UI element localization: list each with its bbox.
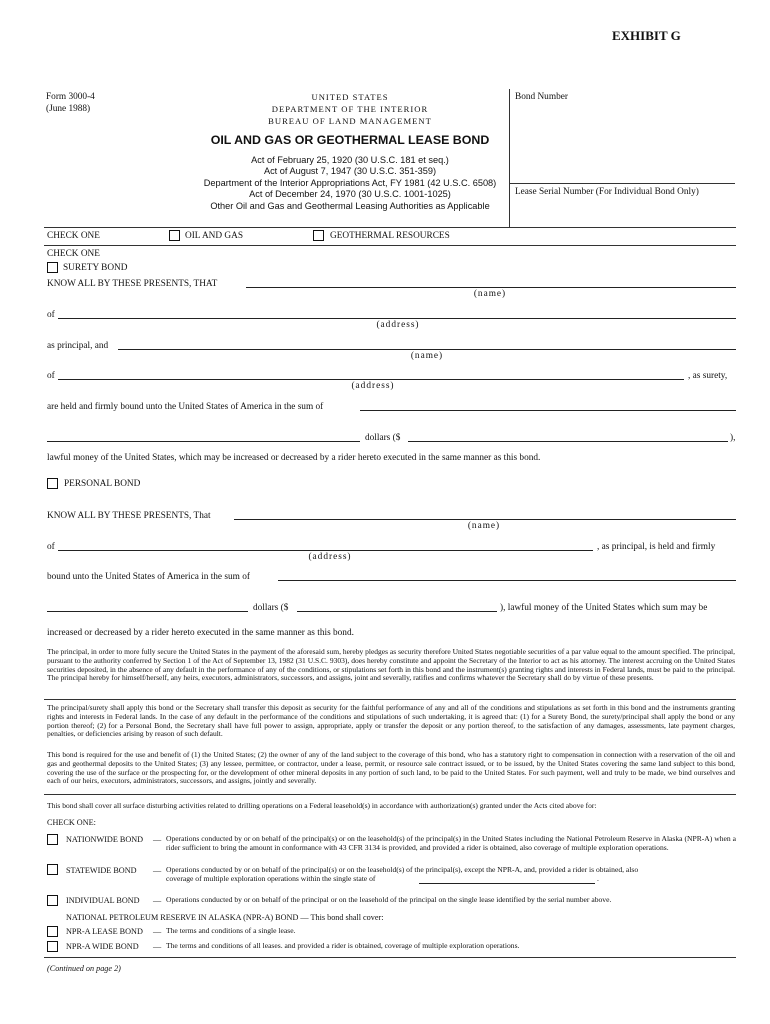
nationwide-bond-label: NATIONWIDE BOND: [66, 835, 144, 844]
oil-and-gas-label: OIL AND GAS: [185, 231, 244, 241]
npra-lease-dash: —: [153, 927, 162, 936]
agency-line-1: UNITED STATES: [311, 92, 389, 102]
surety-company-address-field[interactable]: [58, 379, 684, 380]
surety-address-caption: (address): [376, 320, 420, 330]
npra-lease-bond-checkbox[interactable]: [47, 926, 58, 937]
personal-sum-words-field[interactable]: [278, 580, 736, 581]
check-one-rule: [44, 245, 736, 246]
npra-wide-bond-label: NPR-A WIDE BOND: [66, 942, 139, 951]
personal-name-caption: (name): [467, 521, 501, 531]
surety-close-paren: ),: [730, 433, 736, 443]
personal-address-caption: (address): [308, 552, 352, 562]
individual-bond-label: INDIVIDUAL BOND: [66, 896, 140, 905]
statewide-bond-text-1: Operations conducted by or on behalf of the principal(s) or on the leasehold(s) of the principal(s), except the NPR-A, and, provided a rider is obtained, also: [166, 865, 639, 874]
lease-serial-label: Lease Serial Number (For Individual Bond Only): [515, 187, 699, 197]
individual-bond-text: Operations conducted by or on behalf of the principal or on the leasehold of the principal on the single lease identified by the serial number above.: [166, 895, 612, 904]
npra-lease-bond-label: NPR-A LEASE BOND: [66, 927, 143, 936]
check-one-label-3: CHECK ONE:: [47, 818, 96, 827]
nationwide-bond-text: Operations conducted by or on behalf of the principal(s) or on the leasehold(s) of the principal(s) in the United States including the National Petroleum Reserve in Alaska (NPR-A) when a rider sufficient to bring the amount in conformance with 43 CFR 3134 is provided, and provided a rider is obtained, also coverage of multiple exploration operations.: [166, 834, 736, 852]
individual-dash: —: [153, 896, 162, 905]
personal-lawful-money: ), lawful money of the United States which sum may be: [500, 603, 708, 613]
statewide-bond-text-2: coverage of multiple exploration operations within the single state of: [166, 874, 376, 883]
surety-dollars-label: dollars ($: [365, 433, 401, 443]
form-title: OIL AND GAS OR GEOTHERMAL LEASE BOND: [210, 133, 490, 147]
personal-sum-words-field-2[interactable]: [47, 611, 248, 612]
npra-heading: NATIONAL PETROLEUM RESERVE IN ALASKA (NPR-A) BOND — This bond shall cover:: [66, 913, 384, 922]
personal-know-all: KNOW ALL BY THESE PRESENTS, That: [47, 511, 211, 521]
surety-bond-label: SURETY BOND: [63, 263, 128, 273]
personal-increased: increased or decreased by a rider hereto executed in the same manner as this bond.: [47, 628, 354, 638]
personal-of-label: of: [47, 542, 55, 552]
personal-as-principal: , as principal, is held and firmly: [597, 542, 716, 552]
personal-dollars-label: dollars ($: [253, 603, 289, 613]
statewide-state-field[interactable]: [419, 883, 595, 884]
npra-wide-bond-checkbox[interactable]: [47, 941, 58, 952]
personal-address-field[interactable]: [58, 550, 593, 551]
header-bottom-rule: [44, 227, 736, 228]
surety-name-caption: (name): [473, 289, 507, 299]
surety-sum-words-field-2[interactable]: [47, 441, 360, 442]
use-benefit-paragraph: This bond is required for the use and benefit of (1) the United States; (2) the owner of any of the land subject to the coverage of this bond, who has a statutory right to compensation in connection with a reservation of the oil and gas and geothermal deposits to the United States; (3) any lessee, permittee, or contractor, under a lease, permit, or resource sale contract issued, or to be issued, by the United States covering the same land subject to this bond, covering the use of the surface or the prospecting for, or the development of other mineral deposits in any portion of such land, to be paid to the United States. For such payment, well and truly to be made, we bind ourselves and each of our heirs, executors, administrators, successors, and assigns, jointly and severally.: [47, 750, 735, 786]
surety-name-field[interactable]: [246, 287, 736, 288]
surety-of-label-2: of: [47, 371, 55, 381]
surety-of-label: of: [47, 310, 55, 320]
personal-bound-unto: bound unto the United States of America in the sum of: [47, 572, 250, 582]
surety-address-field[interactable]: [58, 318, 736, 319]
agency-line-3: BUREAU OF LAND MANAGEMENT: [268, 116, 432, 126]
geothermal-label: GEOTHERMAL RESOURCES: [330, 231, 450, 241]
bond-number-rule: [509, 183, 735, 184]
surety-know-all: KNOW ALL BY THESE PRESENTS, THAT: [47, 279, 218, 289]
form-date: (June 1988): [46, 104, 91, 114]
surety-company-name-field[interactable]: [118, 349, 736, 350]
bond-number-label: Bond Number: [515, 92, 568, 102]
personal-name-field[interactable]: [234, 519, 736, 520]
act-line: Act of December 24, 1970 (30 U.S.C. 1001-1025): [249, 189, 451, 200]
surety-bond-checkbox[interactable]: [47, 262, 58, 273]
geothermal-checkbox[interactable]: [313, 230, 324, 241]
statewide-dash: —: [153, 866, 162, 875]
personal-dollars-amount-field[interactable]: [297, 611, 497, 612]
check-one-label: CHECK ONE: [47, 231, 100, 241]
as-surety-label: , as surety,: [688, 371, 728, 381]
footer-rule: [44, 957, 736, 958]
agency-line-2: DEPARTMENT OF THE INTERIOR: [271, 104, 429, 114]
act-line: Act of August 7, 1947 (30 U.S.C. 351-359): [263, 166, 437, 177]
exhibit-label: EXHIBIT G: [612, 28, 681, 43]
statewide-period: .: [597, 874, 599, 883]
held-bound-label: are held and firmly bound unto the United States of America in the sum of: [47, 402, 324, 412]
surety-lawful-money: lawful money of the United States, which may be increased or decreased by a rider hereto executed in the same manner as this bond.: [47, 453, 541, 463]
surety-company-name-caption: (name): [410, 351, 444, 361]
surety-dollars-amount-field[interactable]: [408, 441, 728, 442]
default-paragraph: The principal/surety shall apply this bond or the Secretary shall transfer this deposit as security for the faithful performance of any and all of the conditions and stipulations as set forth in this bond and the instruments granting rights and interests in Federal lands. In the case of any default in the performance of the conditions and stipulations of such undertaking, it is agreed that: (1) for a Surety Bond, the surety/principal shall apply the bond or any portion thereof; (2) for a Personal Bond, the Secretary shall have full power to assign, appropriate, apply or transfer the deposit or any portion thereof, to the satisfaction of any damages, assessments, late payment charges, penalties, or deficiencies arising by reason of such default.: [47, 703, 735, 739]
act-line: Department of the Interior Appropriations Act, FY 1981 (42 U.S.C. 6508): [203, 177, 497, 188]
nationwide-dash: —: [153, 835, 162, 844]
personal-bond-checkbox[interactable]: [47, 478, 58, 489]
surety-company-address-caption: (address): [351, 381, 395, 391]
paragraph-rule-2: [44, 794, 736, 795]
pledge-paragraph: The principal, in order to more fully secure the United States in the payment of the aforesaid sum, hereby pledges as security therefore United States negotiable securities of a par value equal to the amount specified. The principal, pursuant to the authority conferred by Section 1 of the Act of September 13, 1982 (31 U.S.C. 9303), does hereby constitute and appoint the Secretary of the Interior to act as his attorney. The interest accruing on the United States securities deposited, in the absence of any default in the performance of any of the conditions, or stipulations set forth in this bond and the instrument(s) granting rights and interests in Federal lands, must be paid to the principal. The principal hereby for himself/herself, any heirs, executors, administrators, successors, and assigns, joint and severally, ratifies and confirms whatever the Secretary shall do by virtue of these presents.: [47, 647, 735, 683]
nationwide-bond-checkbox[interactable]: [47, 834, 58, 845]
form-number: Form 3000-4: [46, 92, 95, 102]
header-divider: [509, 89, 510, 227]
npra-wide-dash: —: [153, 942, 162, 951]
oil-and-gas-checkbox[interactable]: [169, 230, 180, 241]
npra-lease-bond-text: The terms and conditions of a single lease.: [166, 926, 296, 935]
paragraph-rule-1: [44, 699, 736, 700]
act-line: Other Oil and Gas and Geothermal Leasing Authorities as Applicable: [210, 200, 490, 211]
surety-sum-words-field[interactable]: [360, 410, 736, 411]
npra-wide-bond-text: The terms and conditions of all leases. and provided a rider is obtained, coverage of multiple exploration operations.: [166, 941, 520, 950]
act-line: Act of February 25, 1920 (30 U.S.C. 181 et seq.): [251, 155, 449, 165]
statewide-bond-label: STATEWIDE BOND: [66, 866, 137, 875]
acts-block: [150, 155, 550, 212]
as-principal-label: as principal, and: [47, 341, 109, 351]
individual-bond-checkbox[interactable]: [47, 895, 58, 906]
coverage-intro: This bond shall cover all surface disturbing activities related to drilling operations on a Federal leasehold(s) in accordance with authorization(s) granted under the Acts cited above for:: [47, 801, 597, 810]
statewide-bond-checkbox[interactable]: [47, 864, 58, 875]
check-one-label-2: CHECK ONE: [47, 249, 100, 259]
continued-note: (Continued on page 2): [47, 964, 121, 973]
personal-bond-label: PERSONAL BOND: [64, 479, 141, 489]
